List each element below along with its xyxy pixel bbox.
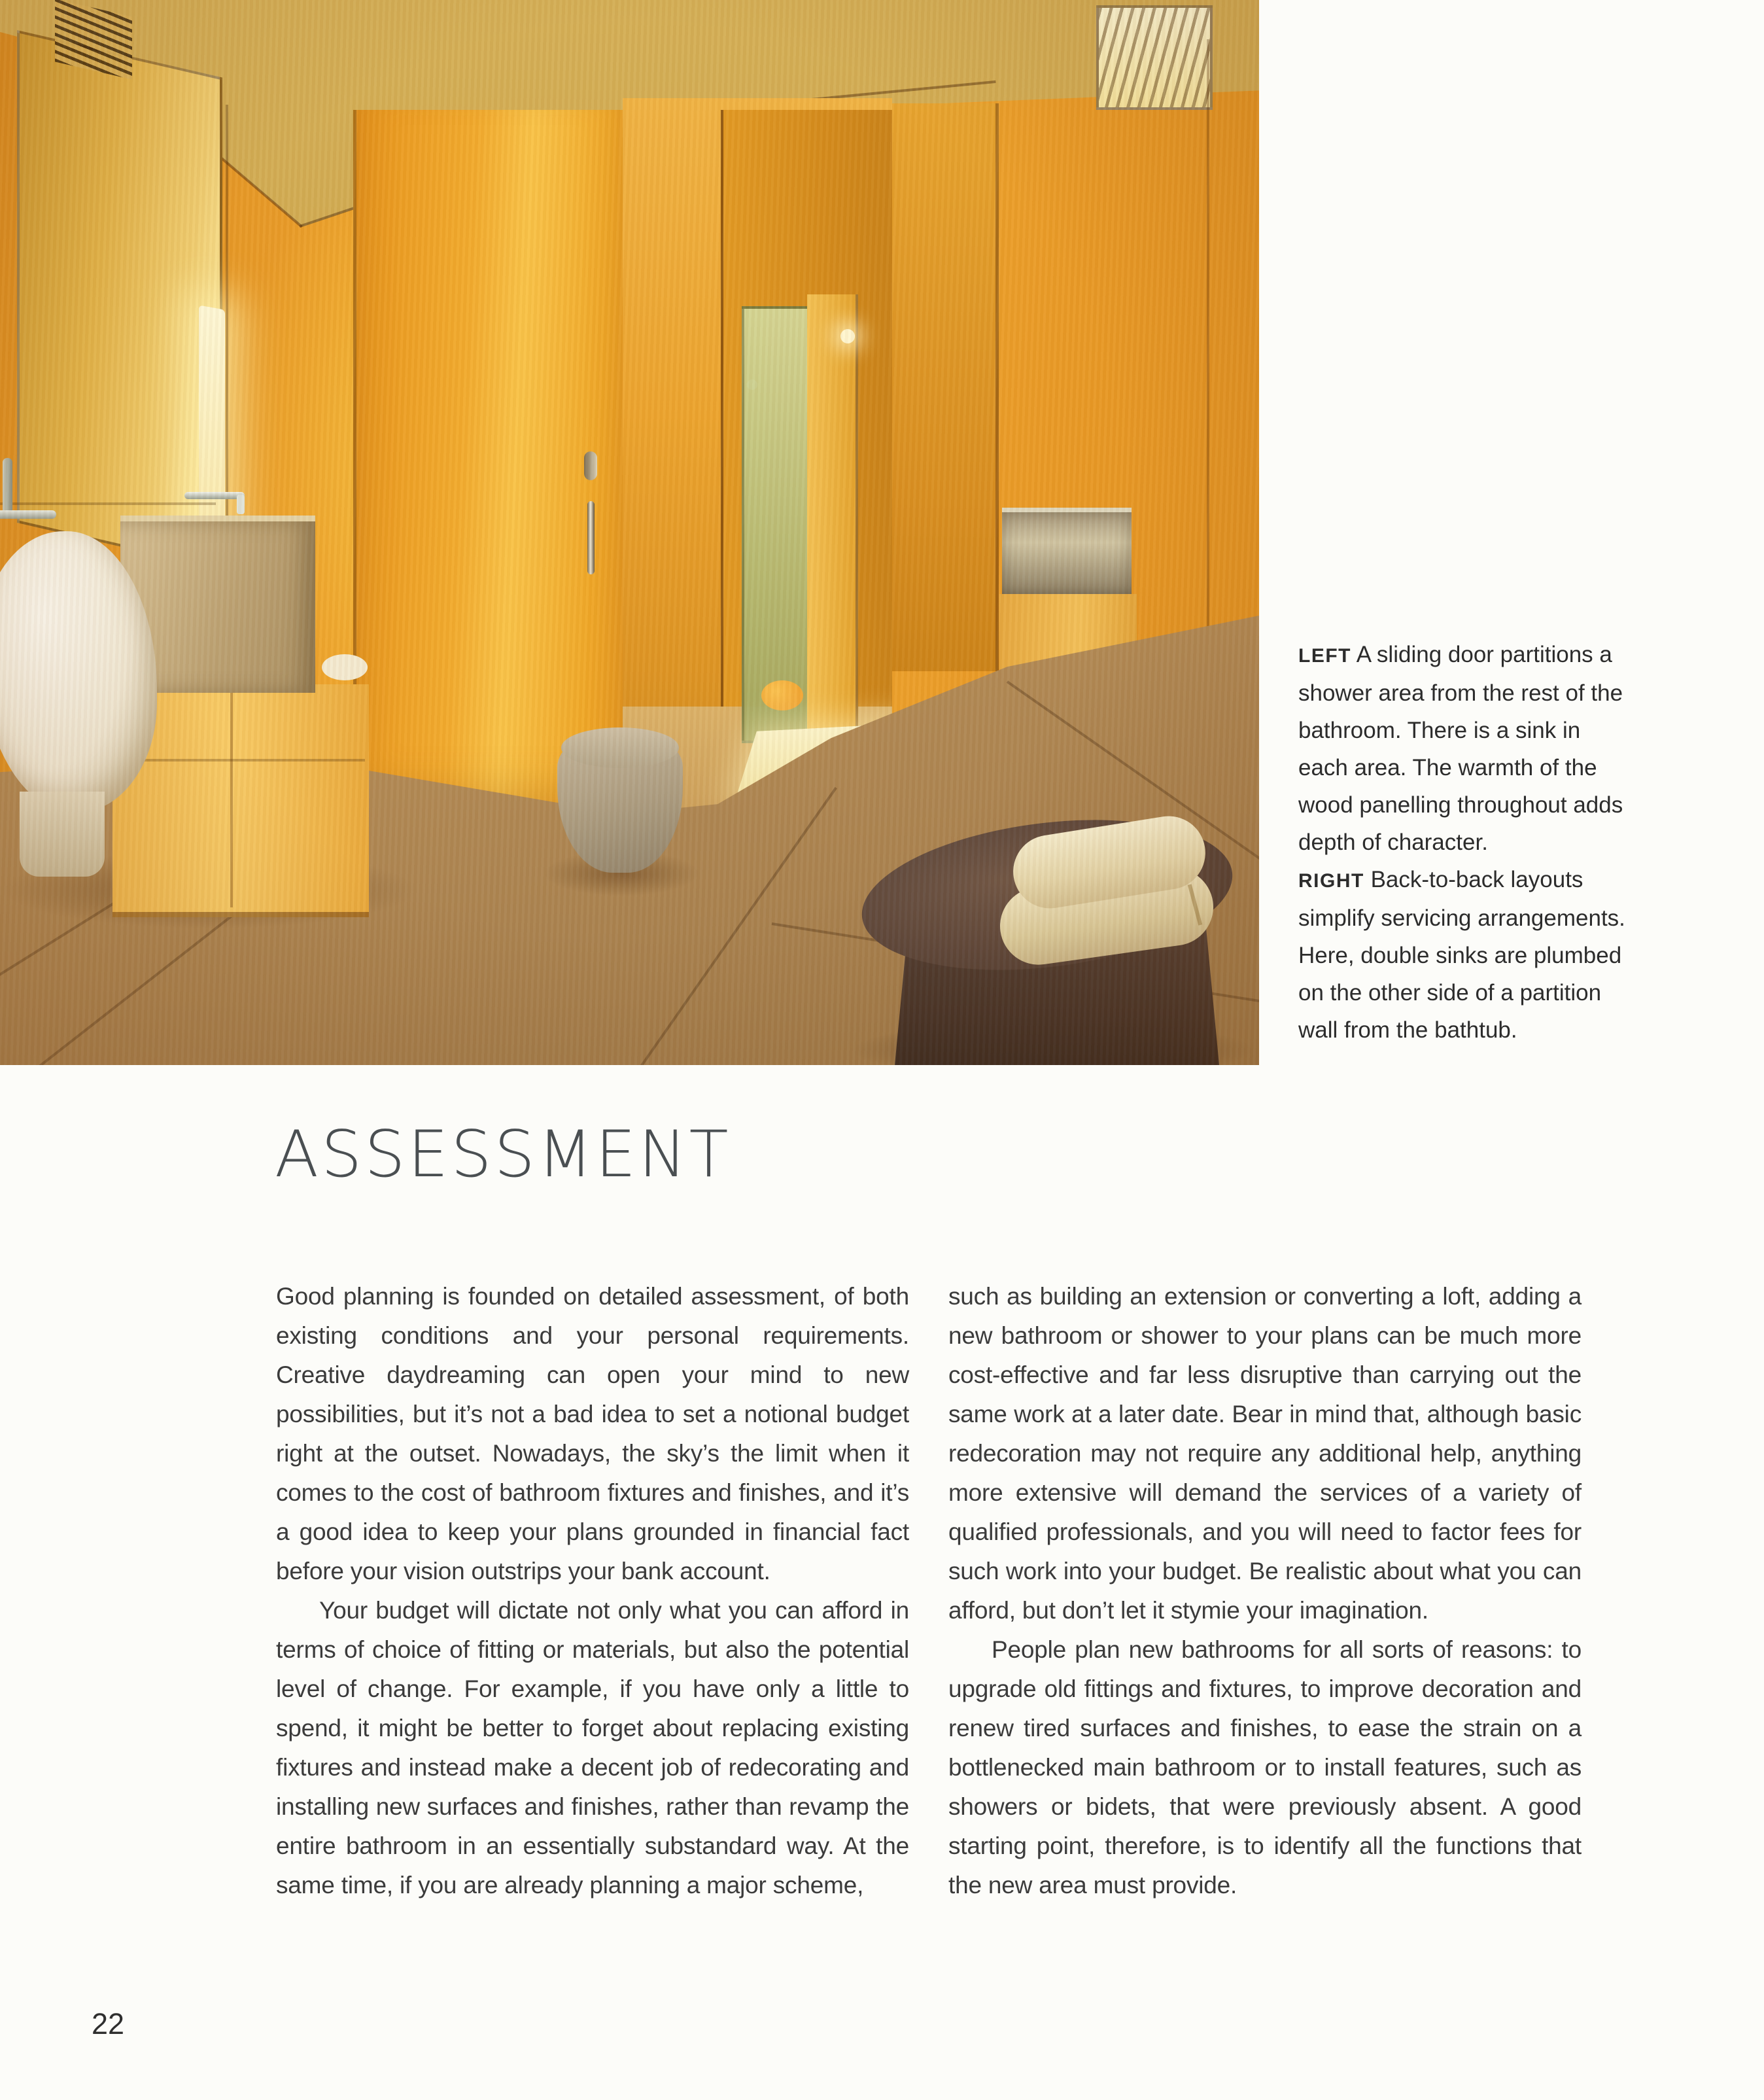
wall-faucet-spout [237,495,245,514]
cabinet-seam [230,688,233,907]
photo-caption [1298,636,1629,1049]
door-latch [584,451,597,480]
corridor-post [807,294,858,772]
caption-text-left: A sliding door partitions a shower area from the rest of the bathroom. There is a sink in each area. The warmth of the wood panelling throughout adds depth of character. [1298,642,1623,855]
bidet-pipe [3,458,12,516]
lit-ceiling-slot [1096,5,1213,110]
soap-dish [322,654,368,680]
caption-paragraph [1298,636,1629,861]
mirror [17,30,222,570]
louver-grille [1099,8,1210,107]
recessed-downlight [840,329,855,343]
paragraph: People plan new bathrooms for all sorts of reasons: to upgrade old fittings and fixtures, to improve decoration and renew tired surfaces and finishes, to ease the strain on a bottlenecked main bathroom or to install features, such as showers or bidets, that were previously absent. A good starting point, therefore, is to identify all the functions that the new area must provide. [948,1636,1582,1899]
wall-faucet [184,492,245,499]
paragraph: such as building an extension or converting a loft, adding a new bathroom or shower to your plans can be much more cost-effective and far less disruptive than carrying out the same work at a later date. Bear in mind that, although basic redecoration may not require any additional help, anything more extensive will demand the services of a variety of qualified professionals, and you will need to factor fees for such work into your budget. Be realistic about what you can afford, but don’t let it stymie your imagination. [948,1283,1582,1624]
caption-paragraph [1298,861,1629,1049]
shower-glass-partition [742,306,812,743]
text-column-left [276,1277,909,1905]
text-column-right [948,1277,1582,1905]
bidet-tap [0,510,56,519]
wall-panel-seam [0,502,216,505]
body-text [276,1277,1582,1905]
caption-label-left: LEFT [1298,645,1351,667]
sponge [761,680,803,710]
cabinet-seam [116,759,365,761]
caption-label-right: RIGHT [1298,870,1364,892]
page-number: 22 [92,2007,125,2040]
bathroom-photo [0,0,1259,1065]
shower-corridor [623,98,892,813]
page-title: ASSESSMENT [275,1117,731,1192]
bidet-base [20,792,105,877]
paragraph: Your budget will dictate not only what you can afford in terms of choice of fitting or materials, but also the potential level of change. For example, if you have only a little to spend, it might be better to forget about replacing existing fixtures and instead make a decent job of redecorating and installing new surfaces and finishes, rather than revamp the entire bathroom in an essentially substandard way. At the same time, if you are already planning a major scheme, [276,1597,909,1899]
concrete-stool-top [561,727,679,768]
wall-alcove [892,103,999,671]
paragraph: Good planning is founded on detailed assessment, of both existing conditions and your personal requirements. Creative daydreaming can open your mind to new possibilities, but it’s not a bad idea to set a notional budget right at the outset. Nowadays, the sky’s the limit when it comes to the cost of bathroom fixtures and finishes, and it’s a good idea to keep your plans grounded in financial fact before your vision outstrips your bank account. [276,1283,909,1584]
door-handle [587,501,595,574]
caption-text-right: Back-to-back layouts simplify servicing arrangements. Here, double sinks are plumbed on the other side of a partition wall from the bathtub. [1298,867,1625,1043]
wall-panel-seam [1207,39,1209,667]
steel-sink [1002,508,1132,599]
